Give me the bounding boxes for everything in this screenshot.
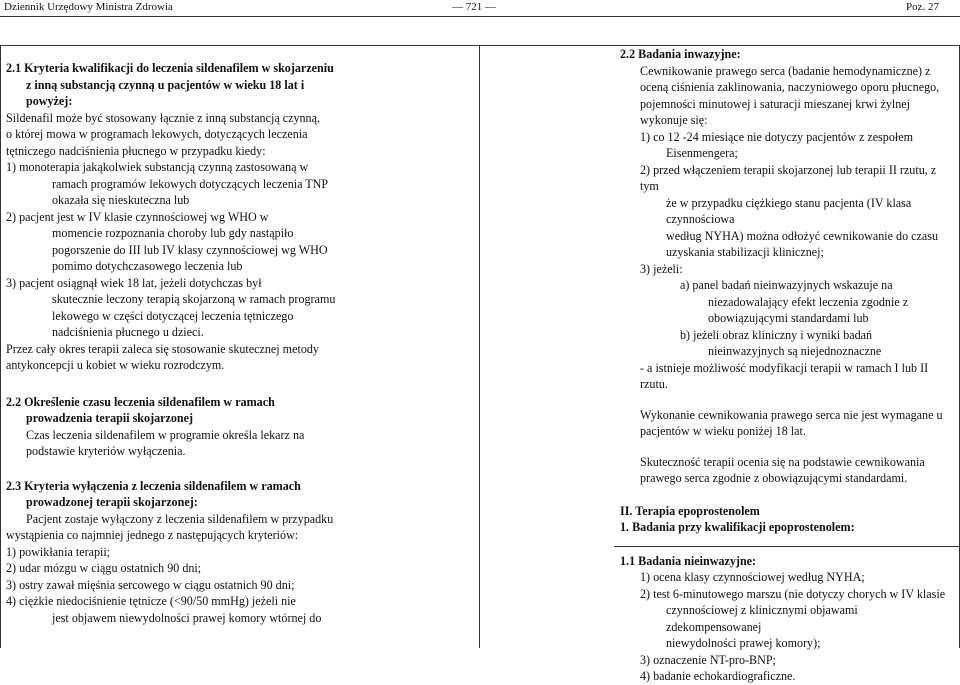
text-line: rzutu.: [640, 377, 668, 391]
text-line: Skuteczność terapii ocenia się na podstawie cewnikowania: [640, 454, 925, 469]
list-item: 4) ciężkie niedociśnienie tętnicze (<90/50 mmHg) jeżeli nie: [6, 594, 296, 608]
list-item-cont: ramach programów lekowych dotyczących leczenia TNP: [52, 176, 329, 191]
list-item-cont: uzyskania stabilizacji klinicznej;: [666, 245, 824, 259]
column-divider: [479, 45, 480, 648]
sub-item-cont: nieinwazyjnych są niejednoznaczne: [708, 344, 882, 358]
text-line: Cewnikowanie prawego serca (badanie hemodynamiczne) z: [640, 63, 931, 78]
section-heading: 2.1 Kryteria kwalifikacji do leczenia sildenafilem w skojarzeniu: [6, 61, 334, 75]
text-line: pacjentów w wieku poniżej 18 lat.: [640, 424, 806, 438]
section-heading: 1. Badania przy kwalifikacji epoprostenolem:: [620, 520, 855, 534]
text-line: Czas leczenia sildenafilem w programie określa lekarz na: [26, 427, 305, 442]
list-item: 1) ocena klasy czynnościowej według NYHA;: [640, 570, 865, 584]
text-line: Pacjent zostaje wyłączony z leczenia sildenafilem w przypadku: [26, 511, 334, 526]
list-item-cont: jest objawem niewydolności prawej komory wtórnej do: [52, 610, 322, 625]
sub-item-cont: niezadowalający efekt leczenia zgodnie z: [708, 294, 909, 309]
right-column: [620, 46, 956, 685]
section-heading: 1.1 Badania nieinwazyjne:: [620, 553, 757, 568]
text-line: tętniczego nadciśnienia płucnego w przypadku kiedy:: [6, 143, 266, 158]
list-item: 2) pacjent jest w IV klasie czynnościowej wg WHO w: [6, 209, 269, 224]
list-item-cont: Eisenmengera;: [666, 146, 738, 160]
list-item-cont: skutecznie leczony terapią skojarzoną w ramach programu: [52, 292, 336, 306]
text-line: pojemności minutowej i saturacji mieszanej krwi żylnej: [640, 96, 911, 111]
list-item: 3) pacjent osiągnął wiek 18 lat, jeżeli dotychczas był: [6, 275, 262, 290]
list-item-cont: że w przypadku ciężkiego stanu pacjenta (IV klasa czynnościowa: [666, 195, 912, 226]
list-item-cont: czynnościowej z klinicznymi objawami zdekompensowanej: [666, 603, 858, 634]
list-item: 3) jeżeli:: [640, 261, 683, 276]
list-item: 1) co 12 -24 miesiące nie dotyczy pacjentów z zespołem: [640, 129, 914, 144]
list-item: 2) test 6-minutowego marszu (nie dotyczy chorych w IV klasie: [640, 586, 946, 601]
text-line: wykonuje się:: [640, 113, 708, 127]
list-item-cont: nadciśnienia płucnego u dzieci.: [52, 325, 204, 339]
text-line: podstawie kryteriów wyłączenia.: [26, 444, 186, 458]
sub-item: a) panel badań nieinwazyjnych wskazuje na: [680, 278, 893, 292]
text-line: - a istnieje możliwość modyfikacji terapii w ramach I lub II: [640, 360, 929, 375]
section-heading: prowadzenia terapii skojarzonej: [26, 411, 194, 425]
list-item: 2) udar mózgu w ciągu ostatnich 90 dni;: [6, 561, 202, 575]
sub-item-cont: obowiązującymi standardami lub: [708, 311, 869, 325]
list-item-cont: okazała się nieskuteczna lub: [52, 193, 190, 207]
text-line: oceną ciśnienia zaklinowania, naczyniowego oporu płucnego,: [640, 80, 940, 94]
page-number: — 721 —: [452, 1, 496, 13]
text-line: o której mowa w programach lekowych, dotyczących leczenia: [6, 127, 308, 141]
list-item-cont: pomimo dotychczasowego leczenia lub: [52, 259, 243, 273]
section-heading: prowadzonej terapii skojarzonej:: [26, 495, 198, 509]
section-heading: 2.2 Określenie czasu leczenia sildenafilem w ramach: [6, 394, 275, 409]
list-item-cont: lekowego w części dotyczącej leczenia tętniczego: [52, 308, 294, 323]
left-column: [6, 46, 472, 626]
text-line: antykoncepcji u kobiet w wieku rozrodczym.: [6, 358, 225, 372]
text-line: Przez cały okres terapii zaleca się stosowanie skutecznej metody: [6, 341, 319, 356]
list-item-cont: momencie rozpoznania choroby lub gdy nastąpiło: [52, 226, 294, 240]
section-heading: 2.2 Badania inwazyjne:: [620, 47, 741, 61]
sub-item: b) jeżeli obraz kliniczny i wyniki badań: [680, 327, 873, 342]
header-rule: [0, 16, 960, 17]
list-item-cont: pogorszenie do III lub IV klasy czynnościowej wg WHO: [52, 242, 328, 257]
page-header: [0, 0, 960, 16]
section-heading: II. Terapia epoprostenolem: [620, 503, 760, 518]
list-item: 1) powikłania terapii;: [6, 544, 111, 559]
text-line: wystąpienia co najmniej jednego z następujących kryteriów:: [6, 528, 299, 542]
section-heading: 2.3 Kryteria wyłączenia z leczenia sildenafilem w ramach: [6, 478, 301, 493]
text-line: prawego serca zgodnie z obowiązującymi standardami.: [640, 471, 908, 485]
position-number: Poz. 27: [906, 1, 939, 13]
section-heading: powyżej:: [26, 94, 73, 108]
list-item: 4) badanie echokardiograficzne.: [640, 669, 796, 683]
list-item: 2) przed włączeniem terapii skojarzonej lub terapii II rzutu, z tym: [640, 162, 937, 193]
text-line: Sildenafil może być stosowany łącznie z inną substancją czynną,: [6, 110, 320, 125]
text-line: Wykonanie cewnikowania prawego serca nie jest wymagane u: [640, 407, 943, 422]
list-item: 1) monoterapia jakąkolwiek substancją czynną zastosowaną w: [6, 160, 309, 174]
list-item: 3) oznaczenie NT-pro-BNP;: [640, 652, 776, 667]
list-item: 3) ostry zawał mięśnia sercowego w ciągu ostatnich 90 dni;: [6, 577, 295, 592]
list-item-cont: niewydolności prawej komory);: [666, 636, 821, 650]
section-heading: z inną substancją czynną u pacjentów w wieku 18 lat i: [26, 77, 305, 92]
journal-title: Dziennik Urzędowy Ministra Zdrowia: [4, 1, 173, 13]
list-item-cont: według NYHA) można odłożyć cewnikowanie do czasu: [666, 228, 939, 243]
